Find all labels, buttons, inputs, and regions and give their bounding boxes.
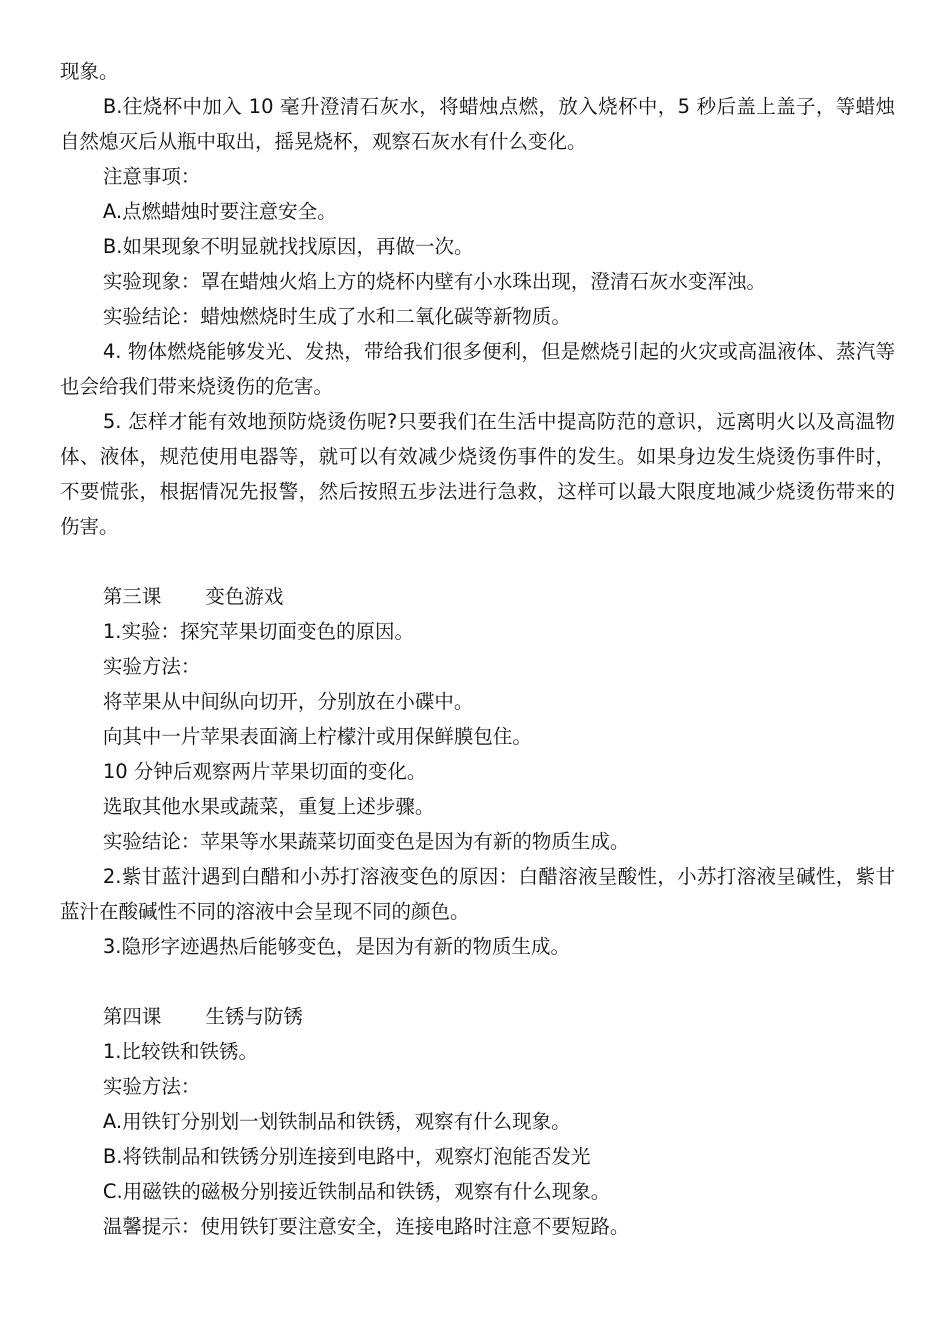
notes-title: 注意事项：	[102, 165, 201, 188]
note-a-paragraph: A.点燃蜡烛时要注意安全。	[102, 200, 337, 223]
phenomenon-paragraph: 实验现象：罩在蜡烛火焰上方的烧杯内壁有小水珠出现，澄清石灰水变浑浊。	[102, 270, 766, 293]
lesson-4-method-b: B.将铁制品和铁锈分别连接到电路中，观察灯泡能否发光	[102, 1145, 591, 1168]
item-4-paragraph: 4. 物体燃烧能够发光、发热，带给我们很多便利，但是燃烧引起的火灾或高温液体、蒸汽等也会给我们带来烧烫伤的危害。	[60, 340, 895, 398]
lesson-3-step-4: 选取其他水果或蔬菜，重复上述步骤。	[102, 795, 435, 818]
lesson-3-item-1: 1.实验：探究苹果切面变色的原因。	[102, 620, 414, 643]
document-page	[60, 54, 895, 1244]
item-5-paragraph: 5. 怎样才能有效地预防烧烫伤呢?只要我们在生活中提高防范的意识，远离明火以及高温物体、液体，规范使用电器等，就可以有效减少烧烫伤事件的发生。如果身边发生烧烫伤事件时，不要慌张，根据情况先报警，然后按照五步法进行急救，这样可以最大限度地减少烧烫伤带来的伤害。	[60, 410, 895, 538]
section-gap	[60, 964, 895, 999]
continuation-paragraph: 现象。	[60, 60, 119, 83]
lesson-4-tip: 温馨提示：使用铁钉要注意安全，连接电路时注意不要短路。	[102, 1215, 630, 1238]
method-b-paragraph: B.往烧杯中加入 10 毫升澄清石灰水，将蜡烛点燃，放入烧杯中，5 秒后盖上盖子，等蜡烛自然熄灭后从瓶中取出，摇晃烧杯，观察石灰水有什么变化。	[60, 95, 895, 153]
lesson-3-heading	[60, 579, 895, 614]
lesson-3-step-2: 向其中一片苹果表面滴上柠檬汁或用保鲜膜包住。	[102, 725, 532, 748]
lesson-4-heading	[60, 999, 895, 1034]
lesson-3-step-1: 将苹果从中间纵向切开，分别放在小碟中。	[102, 690, 474, 713]
lesson-3-item-3: 3.隐形字迹遇热后能够变色，是因为有新的物质生成。	[102, 935, 570, 958]
note-b-paragraph: B.如果现象不明显就找找原因，再做一次。	[102, 235, 474, 258]
lesson-4-item-1: 1.比较铁和铁锈。	[102, 1040, 258, 1063]
lesson-4-method-a: A.用铁钉分别划一划铁制品和铁锈，观察有什么现象。	[102, 1110, 571, 1133]
lesson-3-number: 第三课	[102, 585, 162, 608]
lesson-3-title: 变色游戏	[205, 585, 284, 608]
lesson-3-method-title: 实验方法：	[102, 655, 201, 678]
lesson-3-step-3: 10 分钟后观察两片苹果切面的变化。	[102, 760, 427, 783]
lesson-3-conclusion: 实验结论：苹果等水果蔬菜切面变色是因为有新的物质生成。	[102, 830, 630, 853]
lesson-4-method-c: C.用磁铁的磁极分别接近铁制品和铁锈，观察有什么现象。	[102, 1180, 611, 1203]
lesson-3-item-2: 2.紫甘蓝汁遇到白醋和小苏打溶液变色的原因：白醋溶液呈酸性，小苏打溶液呈碱性，紫甘蓝汁在酸碱性不同的溶液中会呈现不同的颜色。	[60, 865, 895, 923]
conclusion-paragraph: 实验结论：蜡烛燃烧时生成了水和二氧化碳等新物质。	[102, 305, 571, 328]
section-gap	[60, 544, 895, 579]
lesson-4-method-title: 实验方法：	[102, 1075, 201, 1098]
lesson-4-title: 生锈与防锈	[205, 1005, 303, 1028]
lesson-4-number: 第四课	[102, 1005, 162, 1028]
